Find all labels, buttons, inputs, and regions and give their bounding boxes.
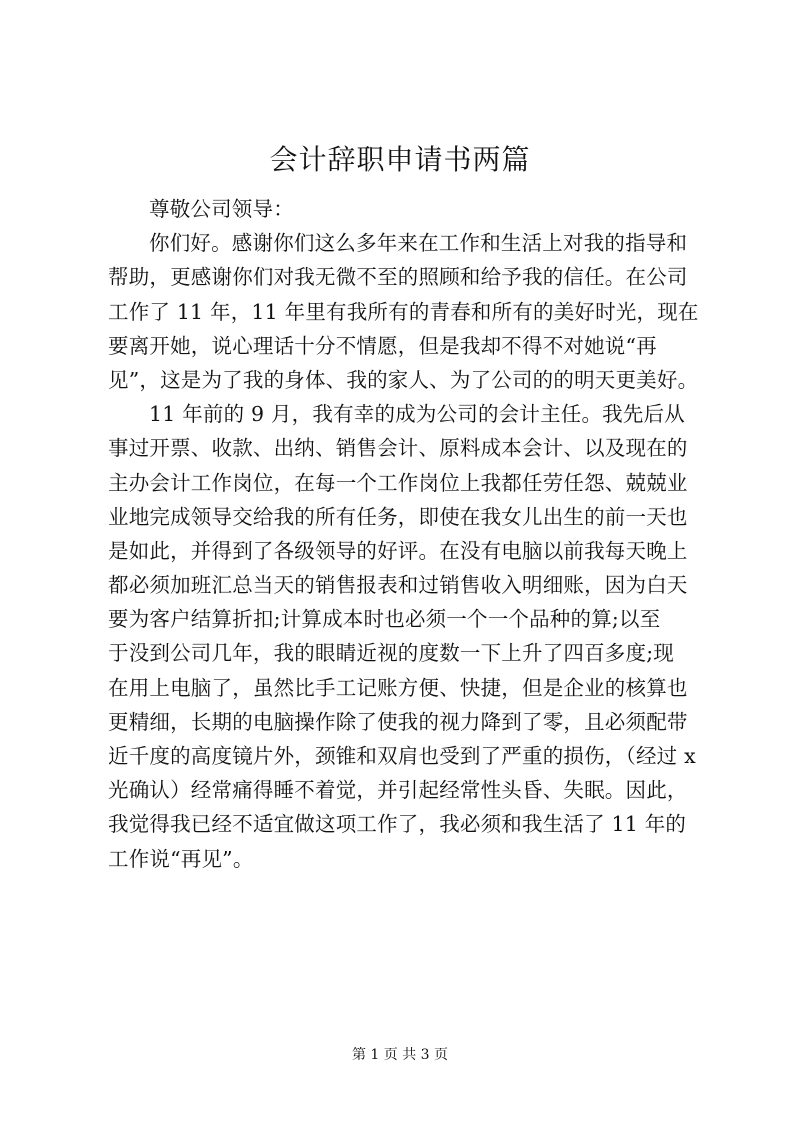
body-line: 是如此，并得到了各级领导的好评。在没有电脑以前我每天晚上	[108, 538, 688, 563]
body-line: 都必须加班汇总当天的销售报表和过销售收入明细账，因为白天	[108, 573, 688, 598]
body-line: 光确认）经常痛得睡不着觉，并引起经常性头昏、失眠。因此，	[108, 778, 688, 803]
body-line: 于没到公司几年，我的眼睛近视的度数一下上升了四百多度;现	[108, 641, 675, 666]
document-title: 会计辞职申请书两篇	[269, 143, 531, 176]
body-line: 要为客户结算折扣;计算成本时也必须一个一个品种的算;以至	[108, 607, 661, 632]
body-line: 帮助，更感谢你们对我无微不至的照顾和给予我的信任。在公司	[108, 265, 688, 290]
body-line: 业地完成领导交给我的所有任务，即使在我女儿出生的前一天也	[108, 504, 688, 529]
body-line: 见”，这是为了我的身体、我的家人、为了公司的的明天更美好。	[108, 367, 699, 392]
body-line: 工作说“再见”。	[108, 846, 254, 871]
body-line: 你们好。感谢你们这么多年来在工作和生活上对我的指导和	[149, 231, 688, 256]
body-line: 近千度的高度镜片外，颈锥和双肩也受到了严重的损伤，（经过 x	[108, 744, 696, 768]
body-line: 尊敬公司领导：	[149, 197, 294, 221]
body-line: 更精细，长期的电脑操作除了使我的视力降到了零，且必须配带	[108, 709, 688, 734]
body-line: 主办会计工作岗位，在每一个工作岗位上我都任劳任怨、兢兢业	[108, 470, 688, 495]
body-line: 事过开票、收款、出纳、销售会计、原料成本会计、以及现在的	[108, 436, 688, 461]
body-line: 我觉得我已经不适宜做这项工作了，我必须和我生活了 11 年的	[108, 812, 687, 837]
body-line: 在用上电脑了，虽然比手工记账方便、快捷，但是企业的核算也	[108, 675, 688, 700]
body-line: 工作了 11 年，11 年里有我所有的青春和所有的美好时光，现在	[108, 299, 699, 324]
document-body	[108, 192, 708, 876]
page-footer	[0, 1045, 800, 1065]
page-number: 第 1 页 共 3 页	[351, 1047, 449, 1063]
body-line: 要离开她，说心理话十分不情愿，但是我却不得不对她说“再	[108, 333, 657, 358]
body-line: 11 年前的 9 月，我有幸的成为公司的会计主任。我先后从	[149, 402, 685, 427]
